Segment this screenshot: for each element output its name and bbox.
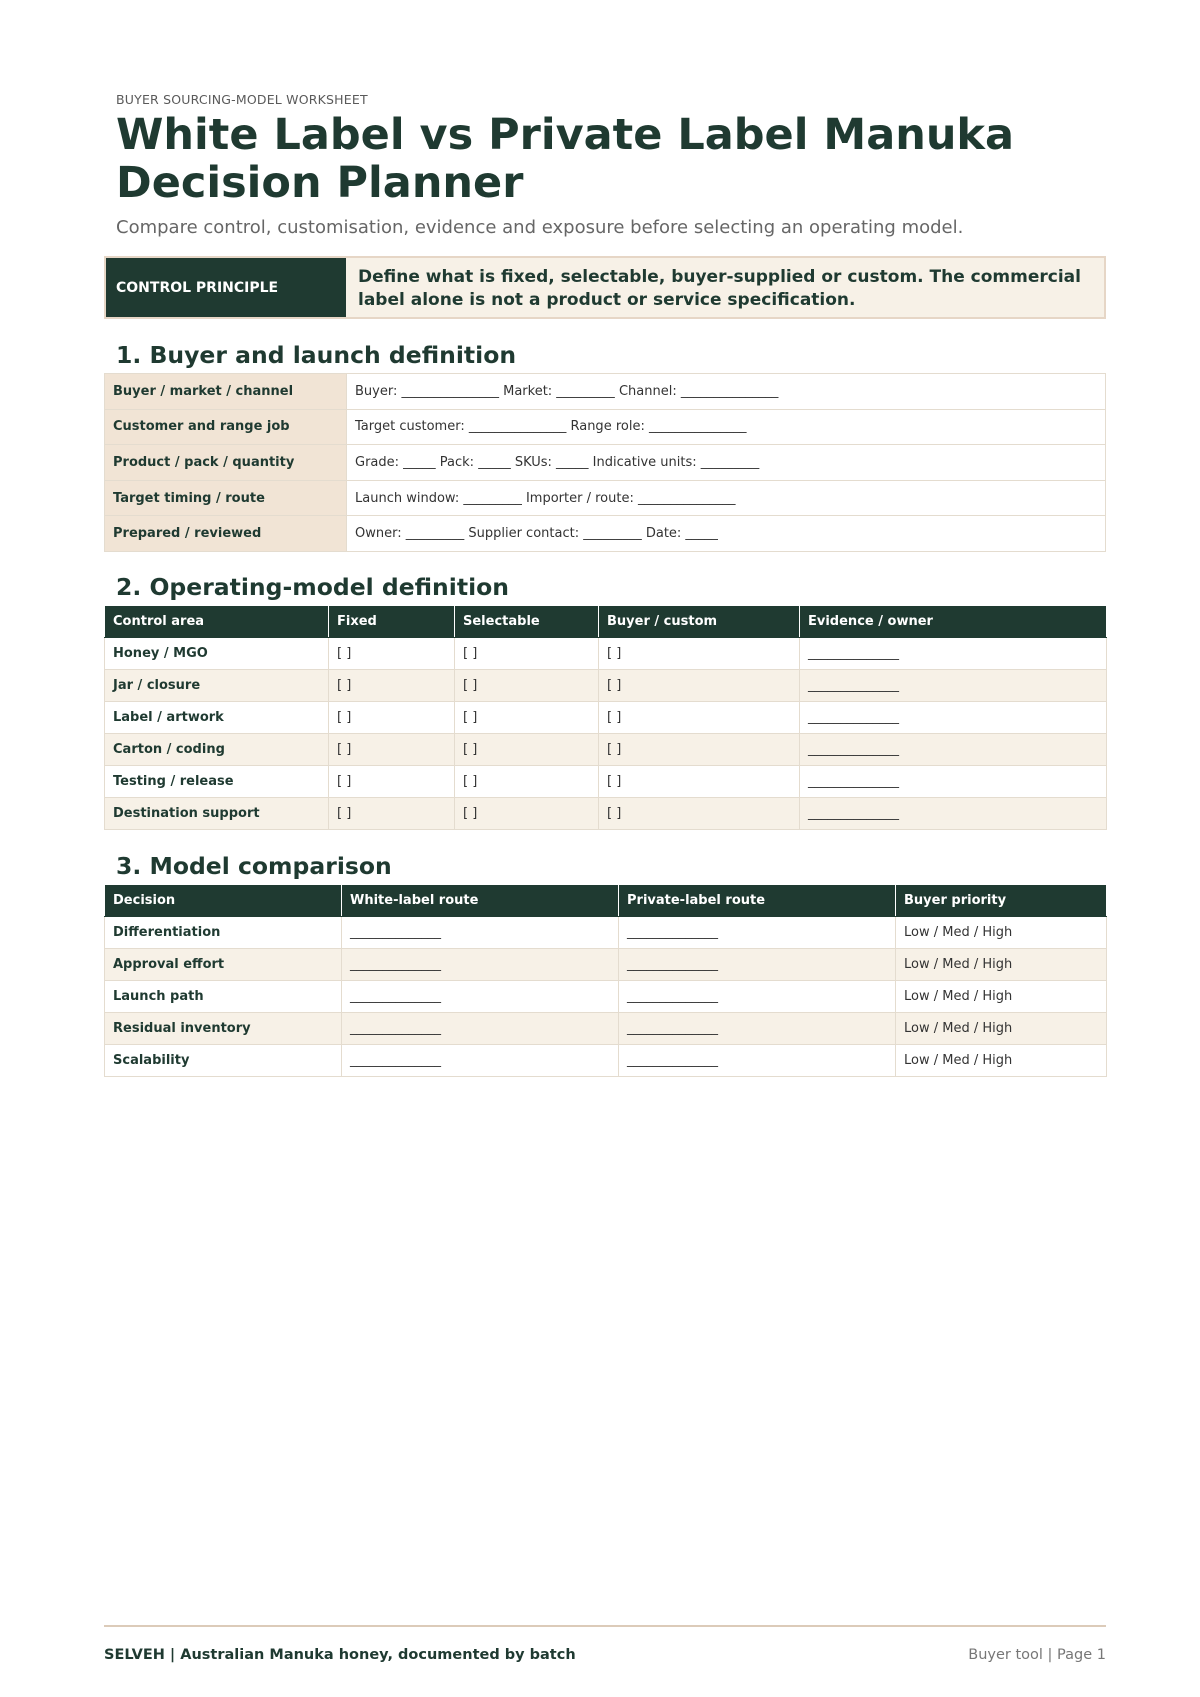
table-cell: ______________: [619, 1044, 896, 1076]
table-cell: [ ]: [599, 637, 800, 669]
eyebrow-label: BUYER SOURCING-MODEL WORKSHEET: [116, 92, 368, 107]
column-header: Buyer priority: [896, 884, 1107, 916]
table-cell: ______________: [619, 980, 896, 1012]
table-row: [105, 916, 1107, 948]
model-comparison-table: [104, 884, 1107, 1077]
table-cell: [ ]: [599, 733, 800, 765]
page-title: [116, 111, 1106, 207]
table-cell: ______________: [342, 1044, 619, 1076]
table-row: [105, 1012, 1107, 1044]
definition-label: Customer and range job: [105, 409, 347, 445]
row-label: Jar / closure: [105, 669, 329, 701]
row-label: Approval effort: [105, 948, 342, 980]
table-cell: ______________: [800, 797, 1107, 829]
page-footer: [104, 1625, 1106, 1663]
table-cell: [ ]: [329, 765, 455, 797]
table-cell: [ ]: [329, 797, 455, 829]
definition-fill-in: Target customer: _______________ Range role: _______________: [347, 409, 1106, 445]
table-cell: ______________: [619, 1012, 896, 1044]
row-label: Scalability: [105, 1044, 342, 1076]
table-cell: ______________: [342, 948, 619, 980]
definition-row: [105, 516, 1106, 552]
table-cell: Low / Med / High: [896, 980, 1107, 1012]
page-title-line-2: Decision Planner: [116, 158, 524, 208]
column-header: Evidence / owner: [800, 605, 1107, 637]
table-cell: [ ]: [599, 669, 800, 701]
table-cell: ______________: [619, 948, 896, 980]
table-cell: ______________: [619, 916, 896, 948]
footer-page-number: Buyer tool | Page 1: [968, 1647, 1106, 1663]
row-label: Residual inventory: [105, 1012, 342, 1044]
definition-label: Buyer / market / channel: [105, 374, 347, 410]
row-label: Differentiation: [105, 916, 342, 948]
control-principle-callout: [104, 256, 1106, 319]
section-1-title: 1. Buyer and launch definition: [116, 341, 517, 369]
table-cell: [ ]: [455, 701, 599, 733]
table-cell: [ ]: [599, 765, 800, 797]
table-cell: Low / Med / High: [896, 1044, 1107, 1076]
table-cell: [ ]: [599, 797, 800, 829]
table-cell: Low / Med / High: [896, 916, 1107, 948]
definition-row: [105, 445, 1106, 481]
table-cell: [ ]: [329, 733, 455, 765]
table-row: [105, 733, 1107, 765]
table-cell: ______________: [342, 980, 619, 1012]
table-cell: [ ]: [329, 701, 455, 733]
table-row: [105, 637, 1107, 669]
row-label: Label / artwork: [105, 701, 329, 733]
definition-fill-in: Launch window: _________ Importer / route: _______________: [347, 480, 1106, 516]
table-cell: ______________: [800, 765, 1107, 797]
table-cell: ______________: [342, 1012, 619, 1044]
buyer-launch-table: [104, 373, 1106, 552]
definition-label: Product / pack / quantity: [105, 445, 347, 481]
worksheet-page: [104, 92, 1106, 1077]
table-row: [105, 1044, 1107, 1076]
definition-row: [105, 480, 1106, 516]
footer-brand-text: SELVEH | Australian Manuka honey, documented by batch: [104, 1647, 576, 1663]
definition-row: [105, 409, 1106, 445]
table-cell: [ ]: [329, 637, 455, 669]
row-label: Testing / release: [105, 765, 329, 797]
row-label: Destination support: [105, 797, 329, 829]
table-cell: ______________: [800, 701, 1107, 733]
table-row: [105, 797, 1107, 829]
table-row: [105, 765, 1107, 797]
section-3-title: 3. Model comparison: [116, 851, 392, 880]
table-row: [105, 701, 1107, 733]
definition-label: Prepared / reviewed: [105, 516, 347, 552]
table-cell: Low / Med / High: [896, 1012, 1107, 1044]
column-header: Control area: [105, 605, 329, 637]
definition-fill-in: Grade: _____ Pack: _____ SKUs: _____ Indicative units: _________: [347, 445, 1106, 481]
row-label: Honey / MGO: [105, 637, 329, 669]
column-header: Selectable: [455, 605, 599, 637]
table-row: [105, 948, 1107, 980]
table-cell: [ ]: [329, 669, 455, 701]
definition-fill-in: Buyer: _______________ Market: _________ Channel: _______________: [347, 374, 1106, 410]
definition-fill-in: Owner: _________ Supplier contact: _________ Date: _____: [347, 516, 1106, 552]
column-header: Buyer / custom: [599, 605, 800, 637]
table-cell: ______________: [342, 916, 619, 948]
table-cell: [ ]: [455, 669, 599, 701]
table-cell: [ ]: [455, 765, 599, 797]
operating-model-table: [104, 605, 1107, 830]
table-cell: Low / Med / High: [896, 948, 1107, 980]
definition-row: [105, 374, 1106, 410]
control-principle-label: CONTROL PRINCIPLE: [106, 258, 346, 317]
table-row: [105, 980, 1107, 1012]
table-cell: [ ]: [455, 797, 599, 829]
row-label: Carton / coding: [105, 733, 329, 765]
table-cell: ______________: [800, 733, 1107, 765]
column-header: White-label route: [342, 884, 619, 916]
section-2-title: 2. Operating-model definition: [116, 572, 509, 601]
column-header: Decision: [105, 884, 342, 916]
page-subtitle: Compare control, customisation, evidence and exposure before selecting an operating model.: [116, 217, 964, 238]
page-title-line-1: White Label vs Private Label Manuka: [116, 110, 1015, 160]
row-label: Launch path: [105, 980, 342, 1012]
column-header: Fixed: [329, 605, 455, 637]
definition-label: Target timing / route: [105, 480, 347, 516]
table-cell: [ ]: [455, 637, 599, 669]
column-header: Private-label route: [619, 884, 896, 916]
table-cell: [ ]: [455, 733, 599, 765]
table-cell: ______________: [800, 637, 1107, 669]
table-cell: ______________: [800, 669, 1107, 701]
table-row: [105, 669, 1107, 701]
control-principle-text: Define what is fixed, selectable, buyer-supplied or custom. The commercial label alone is not a product or service specification.: [346, 258, 1104, 317]
table-cell: [ ]: [599, 701, 800, 733]
